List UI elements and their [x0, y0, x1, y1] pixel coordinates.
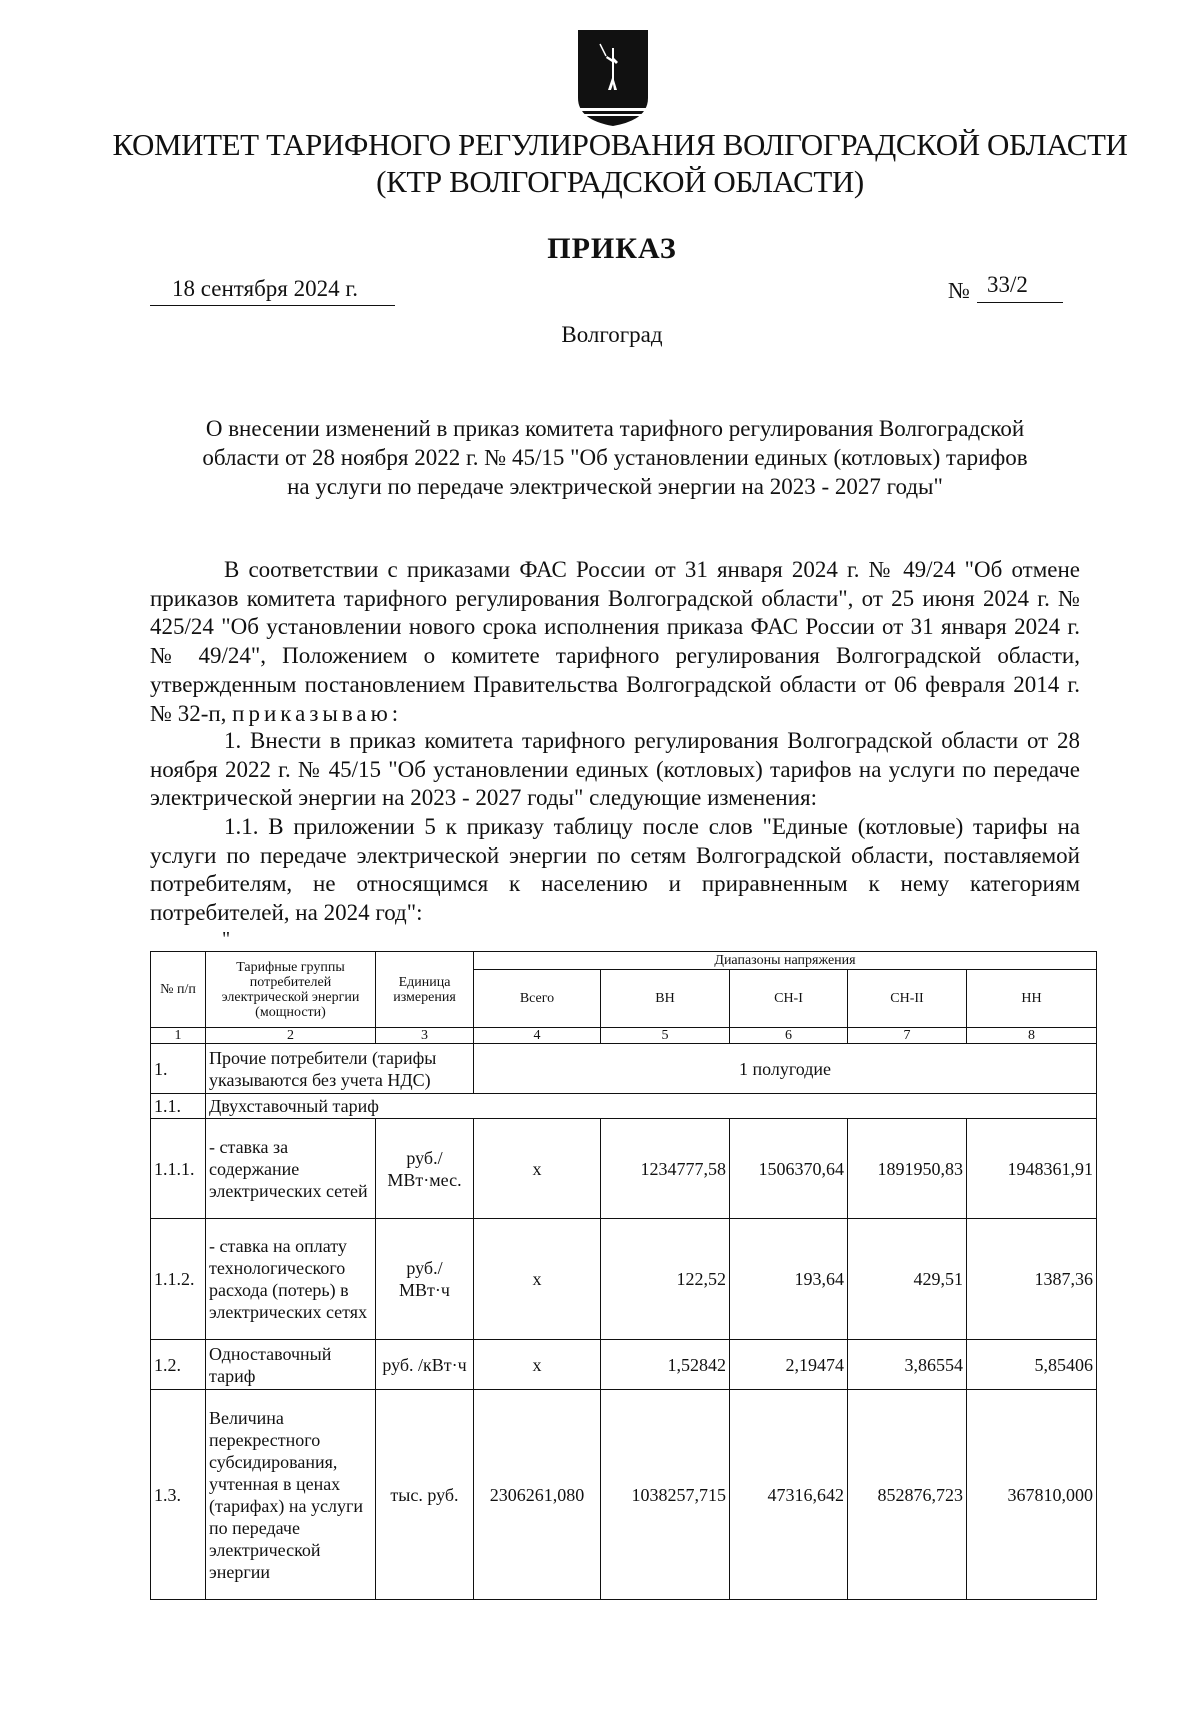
table-row — [151, 1119, 1097, 1219]
value-vn: 1038257,715 — [601, 1390, 730, 1600]
index-cell: 1 — [151, 1028, 206, 1044]
subject-line: О внесении изменений в приказ комитета тарифного регулирования Волгоградской — [205, 416, 1025, 441]
table-row — [151, 1390, 1097, 1600]
row-name: Прочие потребители (тарифы указываются без учета НДС) — [206, 1044, 474, 1094]
value-sn1: 193,64 — [730, 1219, 848, 1340]
value-vn: 1,52842 — [601, 1340, 730, 1390]
value-vn: 122,52 — [601, 1219, 730, 1340]
row-name: Величина перекрестного субсидирования, учтенная в ценах (тарифах) на услуги по передаче электрической энергии — [206, 1390, 376, 1600]
table-row — [151, 1094, 1097, 1119]
city: Волгоград — [561, 322, 663, 347]
row-name: Одноставочный тариф — [206, 1340, 376, 1390]
index-cell: 5 — [601, 1028, 730, 1044]
row-num: 1.1.2. — [151, 1219, 206, 1340]
row-unit: руб./ МВт·мес. — [376, 1119, 474, 1219]
document-number: 33/2 — [977, 270, 1063, 303]
organization-short-name: (КТР ВОЛГОГРАДСКОЙ ОБЛАСТИ) — [376, 164, 864, 199]
row-unit: руб./ МВт·ч — [376, 1219, 474, 1340]
document-date: 18 сентября 2024 г. — [150, 274, 395, 306]
row-num: 1. — [151, 1044, 206, 1094]
volgograd-emblem-icon — [576, 28, 650, 128]
row-unit: руб. /кВт·ч — [376, 1340, 474, 1390]
tariff-table — [150, 951, 1097, 1600]
organization-name: КОМИТЕТ ТАРИФНОГО РЕГУЛИРОВАНИЯ ВОЛГОГРАДСКОЙ ОБЛАСТИ — [112, 127, 1128, 162]
value-vn: 1234777,58 — [601, 1119, 730, 1219]
header-groups: Тарифные группы потребителей электрической энергии (мощности) — [206, 952, 376, 1028]
header-unit: Единица измерения — [376, 952, 474, 1028]
table-row — [151, 1219, 1097, 1340]
index-cell: 7 — [848, 1028, 967, 1044]
header-nn: НН — [967, 970, 1097, 1028]
table-row — [151, 1340, 1097, 1390]
header-voltage-ranges: Диапазоны напряжения — [474, 952, 1097, 970]
value-sn2: 429,51 — [848, 1219, 967, 1340]
index-cell: 3 — [376, 1028, 474, 1044]
header-sn1: СН-I — [730, 970, 848, 1028]
value-total: х — [474, 1340, 601, 1390]
header-total: Всего — [474, 970, 601, 1028]
header-num: № п/п — [151, 952, 206, 1028]
value-total: 2306261,080 — [474, 1390, 601, 1600]
paragraph-item-1-1: 1.1. В приложении 5 к приказу таблицу после слов "Единые (котловые) тарифы на услуги по передаче электрической энергии по сетям Волгоградской области, поставляемой потребителям, не относящимся к населению и приравненным к нему категориям потребителей, на 2024 год": — [150, 814, 1080, 926]
header-vn: ВН — [601, 970, 730, 1028]
row-num: 1.2. — [151, 1340, 206, 1390]
row-name: - ставка за содержание электрических сетей — [206, 1119, 376, 1219]
value-nn: 1387,36 — [967, 1219, 1097, 1340]
subject-line: на услуги по передаче электрической энергии на 2023 - 2027 годы" — [287, 474, 943, 499]
period-cell: 1 полугодие — [474, 1044, 1097, 1094]
number-label: № — [948, 278, 970, 303]
row-unit: тыс. руб. — [376, 1390, 474, 1600]
paragraph-item-1: 1. Внести в приказ комитета тарифного регулирования Волгоградской области от 28 ноября 2022 г. № 45/15 "Об установлении единых (котловых) тарифов на услуги по передаче электрической энергии на 2023 - 2027 годы" следующие изменения: — [150, 728, 1080, 811]
index-row — [151, 1028, 1097, 1044]
index-cell: 2 — [206, 1028, 376, 1044]
value-sn2: 1891950,83 — [848, 1119, 967, 1219]
value-sn1: 47316,642 — [730, 1390, 848, 1600]
value-sn2: 3,86554 — [848, 1340, 967, 1390]
document-subject — [150, 414, 1080, 501]
index-cell: 4 — [474, 1028, 601, 1044]
order-word: приказываю: — [232, 700, 403, 726]
row-num: 1.1. — [151, 1094, 206, 1119]
value-nn: 5,85406 — [967, 1340, 1097, 1390]
document-type: ПРИКАЗ — [547, 232, 677, 265]
index-cell: 6 — [730, 1028, 848, 1044]
table-row — [151, 1044, 1097, 1094]
value-total: х — [474, 1219, 601, 1340]
row-name: Двухставочный тариф — [206, 1094, 1097, 1119]
value-sn1: 1506370,64 — [730, 1119, 848, 1219]
value-nn: 367810,000 — [967, 1390, 1097, 1600]
row-name: - ставка на оплату технологического расхода (потерь) в электрических сетях — [206, 1219, 376, 1340]
header-sn2: СН-II — [848, 970, 967, 1028]
subject-line: области от 28 ноября 2022 г. № 45/15 "Об установлении единых (котловых) тарифов — [202, 445, 1028, 470]
value-sn2: 852876,723 — [848, 1390, 967, 1600]
row-num: 1.3. — [151, 1390, 206, 1600]
value-total: х — [474, 1119, 601, 1219]
paragraph-preamble — [150, 556, 1080, 728]
preamble-text: В соответствии с приказами ФАС России от 31 января 2024 г. № 49/24 "Об отмене приказов комитета тарифного регулирования Волгоградской области", от 25 июня 2024 г. № 425/24 "Об установлении нового срока исполнения приказа ФАС России от 31 января 2024 г. № 49/24", Положением о комитете тарифного регулирования Волгоградской области, утвержденным постановлением Правительства Волгоградской области от 06 февраля 2014 г. № 32-п, — [150, 557, 1080, 726]
index-cell: 8 — [967, 1028, 1097, 1044]
opening-quote-mark: " — [222, 928, 231, 950]
row-num: 1.1.1. — [151, 1119, 206, 1219]
value-sn1: 2,19474 — [730, 1340, 848, 1390]
value-nn: 1948361,91 — [967, 1119, 1097, 1219]
